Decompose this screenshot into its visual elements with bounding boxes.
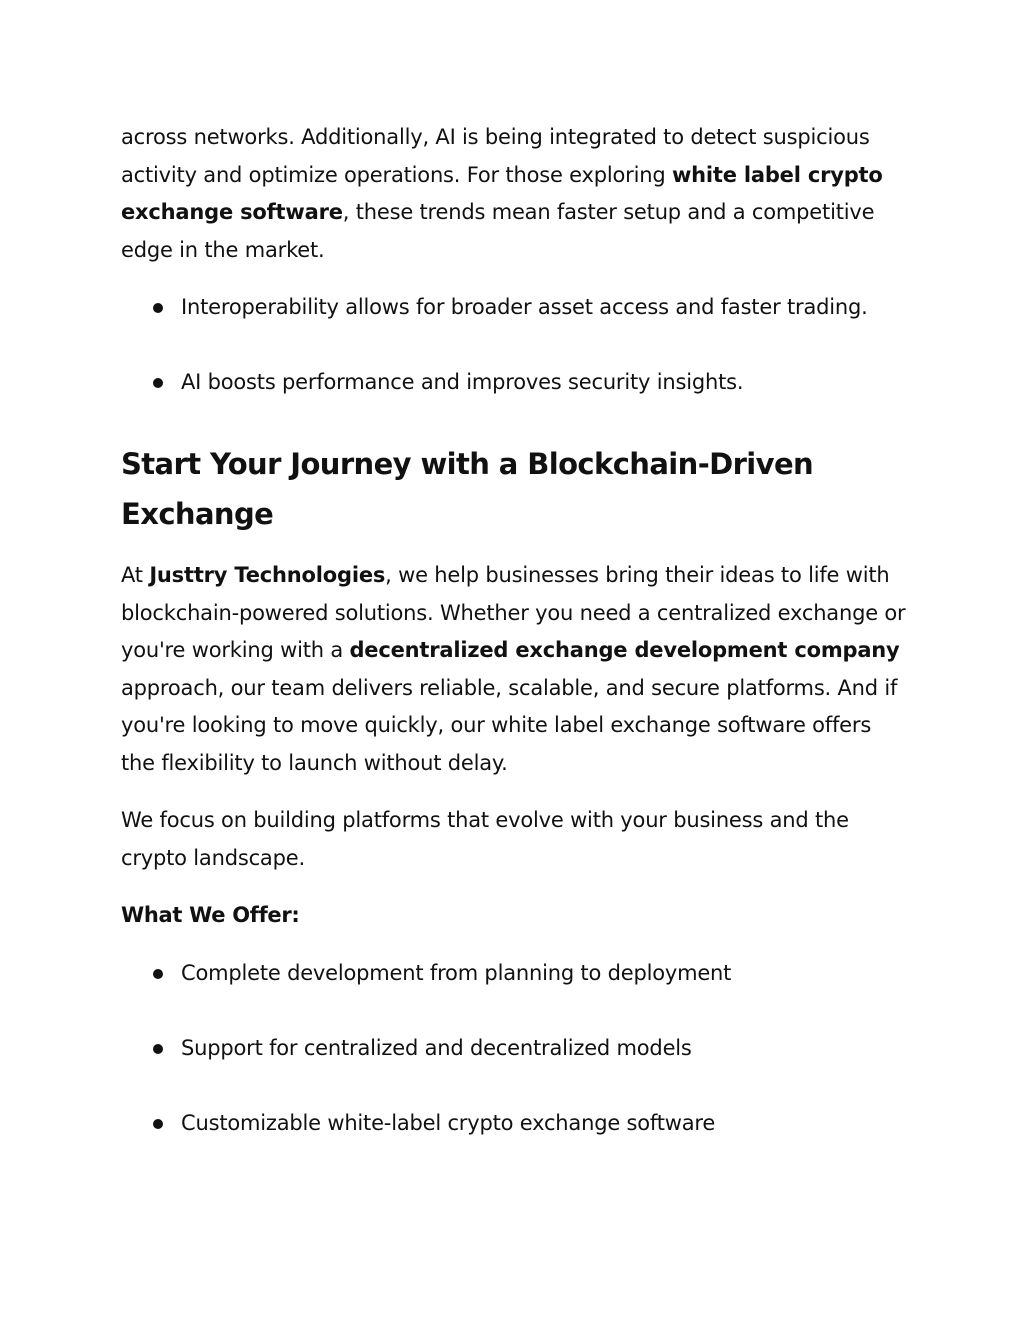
para1-text-3: approach, our team delivers reliable, scalable, and secure platforms. And if you're looking to move quickly, our white label exchange software offers the flexibility to launch without delay. [121,675,898,775]
bullet-dot-icon [153,378,163,388]
list-item [121,1030,911,1068]
list-item [121,364,911,402]
heading-line-2: Exchange [121,497,274,531]
bullet-dot-icon [153,1119,163,1129]
bullet-dot-icon [153,969,163,979]
para1-text-2: , we help businesses bring their ideas to life with blockchain-powered solutions. Whether you need a centralized exchange or you're working with a [121,563,906,662]
list-item-text: Support for centralized and decentralized models [181,1035,692,1060]
para1-text-1: At [121,563,150,587]
page-content [121,119,911,1180]
list-item-text: AI boosts performance and improves security insights. [181,370,744,394]
bullet-dot-icon [153,1044,163,1054]
intro-text-1: across networks. Additionally, AI is being integrated to detect suspicious activity and optimize operations. For those exploring [121,125,870,187]
section-heading [121,439,911,539]
list-item [121,1105,911,1143]
bullet-dot-icon [153,303,163,313]
offer-bullet-list [121,955,911,1143]
intro-paragraph [121,119,911,269]
list-item-text: Interoperability allows for broader asset access and faster trading. [181,295,868,319]
offer-subheading: What We Offer: [121,903,300,927]
intro-text-2: , these trends mean faster setup and a competitive edge in the market. [121,200,875,262]
list-item [121,289,911,327]
list-item-text: Complete development from planning to deployment [181,960,732,985]
intro-bold-term: white label crypto exchange software [121,162,883,224]
list-item [121,955,911,993]
focus-paragraph: We focus on building platforms that evolve with your business and the crypto landscape. [121,808,849,870]
trend-bullet-list [121,289,911,402]
company-paragraph [121,557,911,782]
para1-bold-term: decentralized exchange development company [349,638,900,662]
list-item-text: Customizable white-label crypto exchange software [181,1110,716,1135]
company-name: Justtry Technologies [149,563,386,587]
heading-line-1: Start Your Journey with a Blockchain-Driven [121,447,814,481]
